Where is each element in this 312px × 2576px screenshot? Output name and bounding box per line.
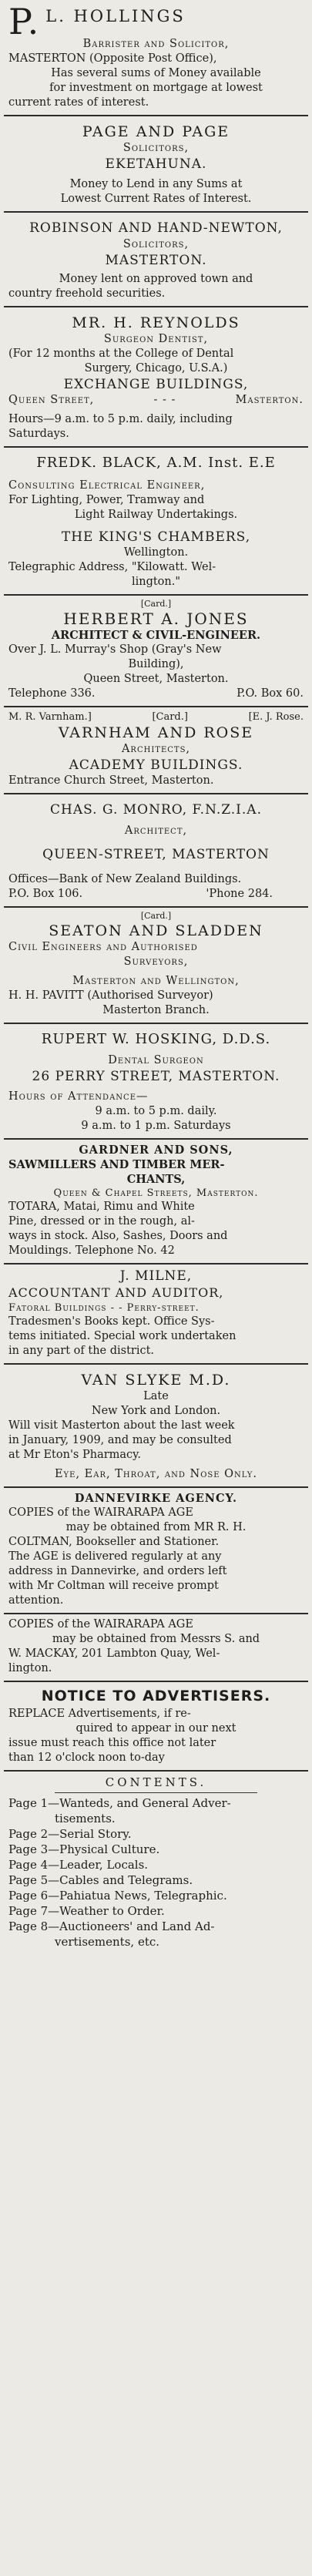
street-name: Queen Street,: [8, 394, 95, 406]
building-name: EXCHANGE BUILDINGS,: [63, 377, 249, 392]
hours-line: Saturdays.: [8, 428, 69, 440]
ad-line: with Mr Coltman will receive prompt: [8, 1580, 219, 1592]
advertiser-name: GARDNER AND SONS,: [79, 1144, 233, 1157]
street-name: QUEEN-STREET, MASTERTON: [42, 847, 270, 862]
advertiser-name: VARNHAM AND ROSE: [58, 724, 254, 741]
ad-line: Tradesmen's Books kept. Office Sys-: [8, 1315, 215, 1328]
contents-item: Page 3—Physical Culture.: [8, 1842, 160, 1856]
ad-line: country freehold securities.: [8, 287, 166, 300]
ad-line: Will visit Masterton about the last week: [8, 1419, 235, 1432]
ad-line: For Lighting, Power, Tramway and: [8, 494, 205, 506]
notice-line: issue must reach this office not later: [8, 1737, 216, 1749]
contents-item: Page 6—Pahiatua News, Telegraphic.: [8, 1889, 227, 1903]
contents-item: vertisements, etc.: [55, 1935, 160, 1949]
advertiser-name: VAN SLYKE M.D.: [81, 1372, 231, 1389]
notice-heading: NOTICE TO ADVERTISERS.: [41, 1688, 271, 1704]
ad-hosking: [4, 1024, 308, 1140]
po-box: P.O. Box 106.: [8, 888, 83, 900]
notice-to-advertisers: [4, 1682, 308, 1772]
ad-line: Over J. L. Murray's Shop (Gray's New: [8, 643, 222, 656]
notice-line: quired to appear in our next: [75, 1722, 237, 1735]
advertiser-name: MR. H. REYNOLDS: [72, 314, 240, 331]
ad-line: W. MACKAY, 201 Lambton Quay, Wel-: [8, 1647, 220, 1660]
ad-milne: [4, 1264, 308, 1365]
card-label: [Card.]: [140, 599, 172, 609]
contents-item: Page 7—Weather to Order.: [8, 1904, 165, 1918]
building-name: THE KING'S CHAMBERS,: [61, 529, 251, 545]
po-box: P.O. Box 60.: [237, 687, 304, 700]
advertiser-name: CHAS. G. MONRO, F.N.Z.I.A.: [50, 802, 262, 818]
town-name: Wellington.: [123, 546, 189, 559]
advertiser-title: Architect,: [124, 825, 188, 837]
advertiser-title: Architects,: [121, 743, 191, 755]
drop-initial: P.: [8, 6, 42, 37]
ad-line: Building),: [128, 658, 184, 670]
ad-line: TOTARA, Matai, Rimu and White: [8, 1201, 195, 1213]
ad-line: lington.: [8, 1662, 52, 1674]
notice-line: than 12 o'clock noon to-day: [8, 1751, 165, 1764]
ad-line: Lowest Current Rates of Interest.: [60, 193, 252, 205]
town-name: Masterton and Wellington,: [72, 975, 240, 987]
ad-line: (For 12 months at the College of Dental: [8, 348, 234, 360]
telephone-number: Telephone 336.: [8, 687, 96, 700]
ad-line: current rates of interest.: [8, 96, 149, 109]
advertisement-column: [4, 0, 308, 1954]
advertiser-title: Surgeon Dentist,: [103, 333, 209, 345]
partner-name: [E. J. Rose.: [248, 711, 304, 723]
branch-line: Masterton Branch.: [102, 1004, 210, 1016]
ad-hollings: [4, 0, 308, 116]
advertiser-name: FREDK. BLACK, A.M. Inst. E.E: [36, 455, 276, 471]
advertiser-title: Barrister and Solicitor,: [82, 38, 230, 50]
ad-seaton-sladden: [4, 908, 308, 1024]
contents-item: Page 4—Leader, Locals.: [8, 1858, 149, 1872]
advertiser-name: PAGE AND PAGE: [82, 123, 230, 140]
advertiser-name: HERBERT A. JONES: [63, 610, 249, 628]
late-label: Late: [143, 1390, 169, 1402]
advertiser-name: RUPERT W. HOSKING, D.D.S.: [41, 1031, 271, 1047]
separator: - - -: [153, 394, 176, 406]
ad-gardner-sons: [4, 1140, 308, 1264]
contents-section: [4, 1772, 308, 1954]
advertiser-title: CHANTS,: [126, 1173, 186, 1186]
ad-line: MASTERTON (Opposite Post Office),: [8, 52, 217, 65]
entrance-line: Entrance Church Street, Masterton.: [8, 774, 214, 787]
contents-heading: CONTENTS.: [105, 1775, 207, 1789]
contents-item: Page 5—Cables and Telegrams.: [8, 1873, 193, 1887]
hours-line: Hours—9 a.m. to 5 p.m. daily, including: [8, 413, 233, 425]
ad-varnham-rose: [4, 707, 308, 794]
ad-line: Money lent on approved town and: [59, 273, 253, 285]
ad-line: may be obtained from Messrs S. and: [52, 1633, 260, 1645]
advertiser-name: ROBINSON AND HAND-NEWTON,: [29, 220, 283, 236]
ad-line: Consulting Electrical Engineer,: [8, 479, 206, 492]
ad-line: may be obtained from MR R. H.: [65, 1521, 247, 1533]
ad-jones: [4, 596, 308, 707]
ad-dannevirke-agency: [4, 1488, 308, 1614]
divider: [55, 1792, 257, 1793]
ad-line: Civil Engineers and Authorised: [8, 941, 198, 953]
town-name: Masterton.: [235, 394, 304, 406]
ad-line: attention.: [8, 1594, 64, 1607]
ad-monro: [4, 794, 308, 908]
ad-robinson: [4, 213, 308, 307]
ad-line: at Mr Eton's Pharmacy.: [8, 1449, 142, 1461]
ad-line: COLTMAN, Bookseller and Stationer.: [8, 1536, 220, 1548]
advertiser-title: SAWMILLERS AND TIMBER MER-: [8, 1158, 225, 1171]
notice-line: REPLACE Advertisements, if re-: [8, 1708, 191, 1720]
ad-line: Mouldings. Telephone No. 42: [8, 1244, 175, 1257]
ad-black: [4, 448, 308, 596]
address-line: Queen & Chapel Streets, Masterton.: [53, 1187, 259, 1199]
ad-line: Pine, dressed or in the rough, al-: [8, 1215, 195, 1228]
advertiser-title: ACCOUNTANT AND AUDITOR,: [8, 1285, 224, 1300]
advertiser-name: L. HOLLINGS: [45, 7, 186, 25]
hours-line: 9 a.m. to 5 p.m. daily.: [95, 1105, 217, 1117]
advertiser-place: EKETAHUNA.: [105, 156, 207, 172]
ad-line: Fatoral Buildings - - Perry-street.: [8, 1302, 200, 1314]
advertiser-name: J. MILNE,: [119, 1268, 193, 1284]
ad-page-and-page: [4, 116, 308, 213]
surveyor-line: H. H. PAVITT (Authorised Surveyor): [8, 989, 213, 1002]
advertiser-name: SEATON AND SLADDEN: [49, 922, 263, 939]
ad-mackay: [4, 1614, 308, 1682]
building-name: ACADEMY BUILDINGS.: [69, 757, 243, 773]
contents-item: tisements.: [55, 1812, 116, 1825]
telegraph-line: Telegraphic Address, "Kilowatt. Wel-: [8, 561, 216, 573]
contents-item: Page 8—Auctioneers' and Land Ad-: [8, 1919, 215, 1933]
contents-item: Page 2—Serial Story.: [8, 1827, 132, 1841]
hours-line: 9 a.m. to 1 p.m. Saturdays: [81, 1120, 231, 1132]
advertiser-title: ARCHITECT & CIVIL-ENGINEER.: [51, 629, 261, 642]
ad-line: address in Dannevirke, and orders left: [8, 1565, 227, 1577]
ad-line: tems initiated. Special work undertaken: [8, 1330, 237, 1342]
ad-van-slyke: [4, 1365, 308, 1488]
telephone-number: 'Phone 284.: [206, 888, 273, 900]
advertiser-title: Dental Surgeon: [108, 1054, 204, 1066]
ad-line: Money to Lend in any Sums at: [69, 178, 243, 190]
ad-line: Surveyors,: [123, 956, 189, 968]
street-name: Queen Street, Masterton.: [83, 673, 229, 685]
ad-line: in January, 1909, and may be consulted: [8, 1434, 232, 1446]
ad-line: Light Railway Undertakings.: [74, 509, 238, 521]
specialty-line: Eye, Ear, Throat, and Nose Only.: [54, 1468, 258, 1480]
ad-line: for investment on mortgage at lowest: [49, 82, 263, 94]
ad-line: The AGE is delivered regularly at any: [8, 1550, 222, 1563]
ad-line: in any part of the district.: [8, 1345, 155, 1357]
agency-heading: DANNEVIRKE AGENCY.: [74, 1492, 238, 1505]
ad-line: COPIES of the WAIRARAPA AGE: [8, 1506, 193, 1519]
hours-title: Hours of Attendance—: [8, 1090, 149, 1103]
contents-item: Page 1—Wanteds, and General Adver-: [8, 1796, 231, 1810]
telegraph-line: lington.": [131, 576, 181, 588]
offices-line: Offices—Bank of New Zealand Buildings.: [8, 873, 242, 885]
advertiser-title: Solicitors,: [122, 142, 190, 154]
ad-line: COPIES of the WAIRARAPA AGE: [8, 1618, 193, 1631]
advertiser-place: MASTERTON.: [105, 253, 207, 268]
ad-reynolds: [4, 307, 308, 448]
advertiser-title: Solicitors,: [122, 238, 190, 250]
ad-line: ways in stock. Also, Sashes, Doors and: [8, 1230, 228, 1242]
street-name: 26 PERRY STREET, MASTERTON.: [32, 1069, 280, 1084]
from-line: New York and London.: [91, 1405, 221, 1417]
ad-line: Surgery, Chicago, U.S.A.): [84, 362, 228, 374]
ad-line: Has several sums of Money available: [51, 67, 261, 79]
card-label: [Card.]: [140, 911, 172, 921]
partner-name: M. R. Varnham.]: [8, 711, 92, 723]
card-label: [Card.]: [152, 711, 188, 723]
